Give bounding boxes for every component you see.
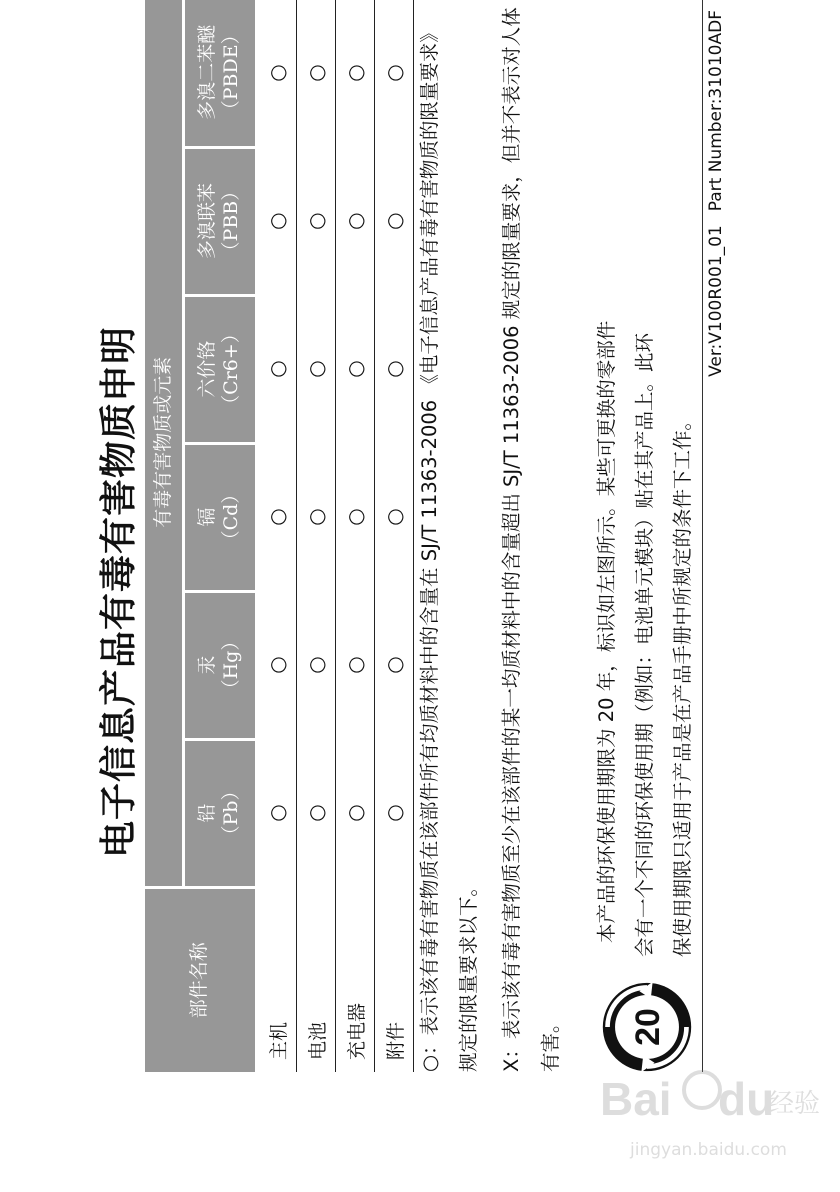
watermark-cn: 经验 bbox=[768, 1089, 820, 1119]
part-name-cell: 充电器 bbox=[336, 887, 375, 1072]
note-circle-symbol: ○： bbox=[418, 1035, 441, 1072]
footer-info bbox=[706, 10, 726, 391]
compliance-mark-cell: ○ bbox=[336, 739, 375, 887]
compliance-mark-cell: ○ bbox=[257, 591, 297, 739]
substance-symbol: （Cr6+） bbox=[220, 324, 242, 414]
compliance-mark-cell: ○ bbox=[257, 443, 297, 591]
note-circle bbox=[410, 2, 488, 1072]
note-x bbox=[492, 2, 570, 1072]
table-row bbox=[297, 0, 336, 1072]
part-name-header: 部件名称 bbox=[145, 887, 257, 1072]
table-row bbox=[375, 0, 414, 1072]
logo-number: 20 bbox=[629, 1008, 668, 1046]
compliance-mark-cell: ○ bbox=[375, 0, 414, 147]
substance-header bbox=[184, 295, 257, 443]
substance-symbol: （PBB） bbox=[220, 181, 242, 261]
period-line-2: 会有一个不同的环保使用期（例如：电池单元模块）贴在其产品上。此环 bbox=[633, 332, 656, 957]
substance-symbol: （Pb） bbox=[220, 781, 242, 845]
period-line-1: 本产品的环保使用期限为 20 年，标识如左图所示。某些可更换的零部件 bbox=[595, 320, 618, 943]
table-row bbox=[336, 0, 375, 1072]
compliance-mark-cell: ○ bbox=[375, 739, 414, 887]
compliance-mark-cell: ○ bbox=[297, 0, 336, 147]
part-number-label: Part Number:31010ADF bbox=[706, 10, 726, 212]
substance-name: 镉 bbox=[196, 507, 219, 527]
substance-name: 汞 bbox=[196, 655, 219, 675]
part-name-cell: 附件 bbox=[375, 887, 414, 1072]
paw-icon bbox=[684, 1072, 720, 1108]
substance-header bbox=[184, 147, 257, 295]
compliance-mark-cell: ○ bbox=[336, 591, 375, 739]
page-title: 电子信息产品有毒有害物质申明 bbox=[97, 326, 140, 858]
compliance-mark-cell: ○ bbox=[336, 0, 375, 147]
note-x-text: 表示该有毒有害物质至少在该部件的某一均质材料中的含量超出 SJ/T 11363-2006 规定的限量要求，但并不表示对人体有害。 bbox=[500, 7, 562, 1072]
substance-symbol: （Hg） bbox=[220, 631, 242, 699]
compliance-mark-cell: ○ bbox=[297, 147, 336, 295]
compliance-mark-cell: ○ bbox=[257, 0, 297, 147]
substance-name: 铅 bbox=[196, 803, 219, 823]
compliance-mark-cell: ○ bbox=[257, 739, 297, 887]
watermark-brand-2: du bbox=[718, 1073, 775, 1125]
part-name-cell: 主机 bbox=[257, 887, 297, 1072]
compliance-mark-cell: ○ bbox=[336, 295, 375, 443]
table-group-header-row bbox=[145, 0, 184, 1072]
compliance-mark-cell: ○ bbox=[375, 147, 414, 295]
compliance-mark-cell: ○ bbox=[297, 443, 336, 591]
period-line-3: 保使用期限只适用于产品是在产品手册中所规定的条件下工作。 bbox=[671, 410, 694, 957]
compliance-mark-cell: ○ bbox=[297, 591, 336, 739]
substance-symbol: （Cd） bbox=[220, 484, 242, 550]
note-circle-text: 表示该有毒有害物质在该部件所有均质材料中的含量在 SJ/T 11363-2006 《电子信息产品有毒有害物质的限量要求》 规定的限量要求以下。 bbox=[418, 23, 480, 1072]
substance-header bbox=[184, 0, 257, 147]
part-name-cell: 电池 bbox=[297, 887, 336, 1072]
substance-header bbox=[184, 591, 257, 739]
watermark-brand: Bai bbox=[600, 1073, 672, 1125]
substance-symbol: （PBDE） bbox=[220, 25, 242, 120]
compliance-mark-cell: ○ bbox=[375, 443, 414, 591]
compliance-mark-cell: ○ bbox=[336, 147, 375, 295]
substance-name: 六价铬 bbox=[196, 340, 219, 398]
table-row bbox=[257, 0, 297, 1072]
compliance-mark-cell: ○ bbox=[257, 147, 297, 295]
baidu-watermark bbox=[600, 1060, 820, 1170]
substance-name: 多溴二苯醚 bbox=[196, 24, 219, 120]
compliance-mark-cell: ○ bbox=[375, 295, 414, 443]
version-label: Ver:V100R001_01 bbox=[706, 225, 726, 377]
compliance-mark-cell: ○ bbox=[257, 295, 297, 443]
environment-period-text bbox=[588, 2, 702, 957]
substance-group-header: 有毒有害物质或元素 bbox=[145, 0, 184, 887]
compliance-mark-cell: ○ bbox=[336, 443, 375, 591]
substance-header bbox=[184, 739, 257, 887]
compliance-mark-cell: ○ bbox=[375, 591, 414, 739]
hazardous-substance-table bbox=[145, 0, 414, 1072]
compliance-mark-cell: ○ bbox=[297, 739, 336, 887]
watermark-url: jingyan.baidu.com bbox=[630, 1140, 787, 1160]
compliance-mark-cell: ○ bbox=[297, 295, 336, 443]
table-body bbox=[257, 0, 414, 1072]
footer-divider bbox=[702, 0, 703, 1072]
note-x-symbol: X： bbox=[500, 1039, 523, 1072]
substance-name: 多溴联苯 bbox=[196, 183, 219, 260]
substance-header bbox=[184, 443, 257, 591]
